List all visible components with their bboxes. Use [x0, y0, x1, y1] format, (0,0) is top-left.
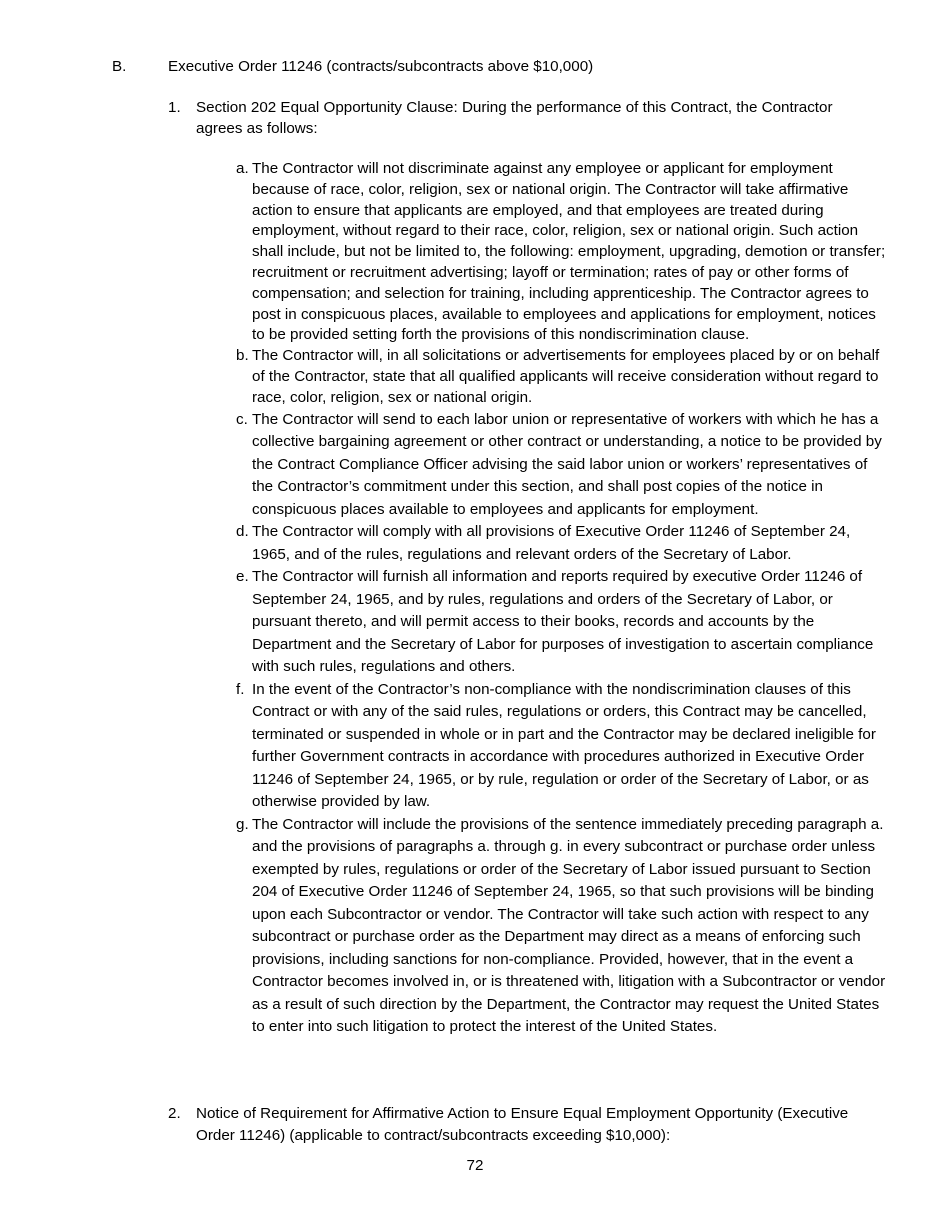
clause-list: [236, 159, 892, 1039]
numbered-item-1: [168, 97, 868, 139]
clause-label: a.: [236, 160, 249, 177]
clause-item-f: [236, 679, 892, 814]
clause-text: The Contractor will send to each labor union or representative of workers with which he has a collective bargaining agreement or other contract or understanding, a notice to be provided by the Contract Compliance Officer advising the said labor union or workers’ representatives of the Contractor’s commitment under this section, and shall post copies of the notice in conspicuous places available to employees and applicants for employment.: [252, 410, 882, 518]
clause-item-d: [236, 521, 892, 566]
clause-item-c: [236, 409, 892, 522]
item-number: 2.: [168, 1105, 181, 1122]
clause-item-g: [236, 814, 892, 1039]
clause-label: c.: [236, 410, 248, 428]
clause-text: In the event of the Contractor’s non-compliance with the nondiscrimination clauses of this Contract or with any of the said rules, regulations or orders, this Contract may be cancelled, terminated or suspended in whole or in part and the Contractor may be declared ineligible for further Government contracts in accordance with procedures authorized in Executive Order 11246 of September 24, 1965, or by rule, regulation or order of the Secretary of Labor, or as otherwise provided by law.: [252, 680, 876, 811]
clause-item-b: [236, 346, 892, 408]
clause-label: b.: [236, 347, 249, 365]
clause-text: The Contractor will furnish all information and reports required by executive Order 11246 of September 24, 1965, and by rules, regulations and orders of the Secretary of Labor, or pursuant thereto, and will permit access to their books, records and accounts by the Department and the Secretary of Labor for purposes of investigation to ascertain compliance with such rules, regulations and others.: [252, 568, 874, 676]
clause-text: The Contractor will comply with all provisions of Executive Order 11246 of September 24, 1965, and of the rules, regulations and relevant orders of the Secretary of Labor.: [252, 523, 851, 563]
item-text: Notice of Requirement for Affirmative Action to Ensure Equal Employment Opportunity (Executive Order 11246) (applicable to contract/subcontracts exceeding $10,000):: [196, 1105, 849, 1144]
item-text: Section 202 Equal Opportunity Clause: During the performance of this Contract, the Contractor agrees as follows:: [196, 99, 833, 137]
item-number: 1.: [168, 99, 181, 116]
clause-item-e: [236, 566, 892, 679]
page-number: 72: [466, 1157, 484, 1174]
clause-label: e.: [236, 568, 249, 586]
clause-label: d.: [236, 523, 249, 541]
clause-text: The Contractor will include the provisions of the sentence immediately preceding paragraph a. and the provisions of paragraphs a. through g. in every subcontract or purchase order unless exempted by rules, regulations or order of the Secretary of Labor issued pursuant to Section 204 of Executive Order 11246 of September 24, 1965, so that such provisions will be binding upon each Subcontractor or vendor. The Contractor will take such action with respect to any subcontract or purchase order as the Department may direct as a means of enforcing such provisions, including sanctions for non-compliance. Provided, however, that in the event a Contractor becomes involved in, or is threatened with, litigation with a Subcontractor or vendor as a result of such direction by the Department, the Contractor may request the United States to enter into such litigation to protect the interest of the United States.: [252, 815, 886, 1036]
clause-label: g.: [236, 815, 249, 833]
clause-label: f.: [236, 680, 245, 698]
clause-text: The Contractor will not discriminate against any employee or applicant for employment because of race, color, religion, sex or national origin. The Contractor will take affirmative action to ensure that applicants are employed, and that employees are treated during employment, without regard to their race, color, religion, sex or national origin. Such action shall include, but not be limited to, the following: employment, upgrading, demotion or transfer; recruitment or recruitment advertising; layoff or termination; rates of pay or other forms of compensation; and selection for training, including apprenticeship. The Contractor agrees to post in conspicuous places, available to employees and applications for employment, notices to be provided setting forth the provisions of this nondiscrimination clause.: [252, 160, 886, 344]
section-title: Executive Order 11246 (contracts/subcontracts above $10,000): [168, 58, 594, 75]
clause-item-a: [236, 159, 892, 346]
section-letter: B.: [112, 58, 127, 75]
numbered-item-2: [168, 1103, 883, 1147]
clause-text: The Contractor will, in all solicitations or advertisements for employees placed by or on behalf of the Contractor, state that all qualified applicants will receive consideration without regard to race, color, religion, sex or national origin.: [252, 347, 880, 406]
